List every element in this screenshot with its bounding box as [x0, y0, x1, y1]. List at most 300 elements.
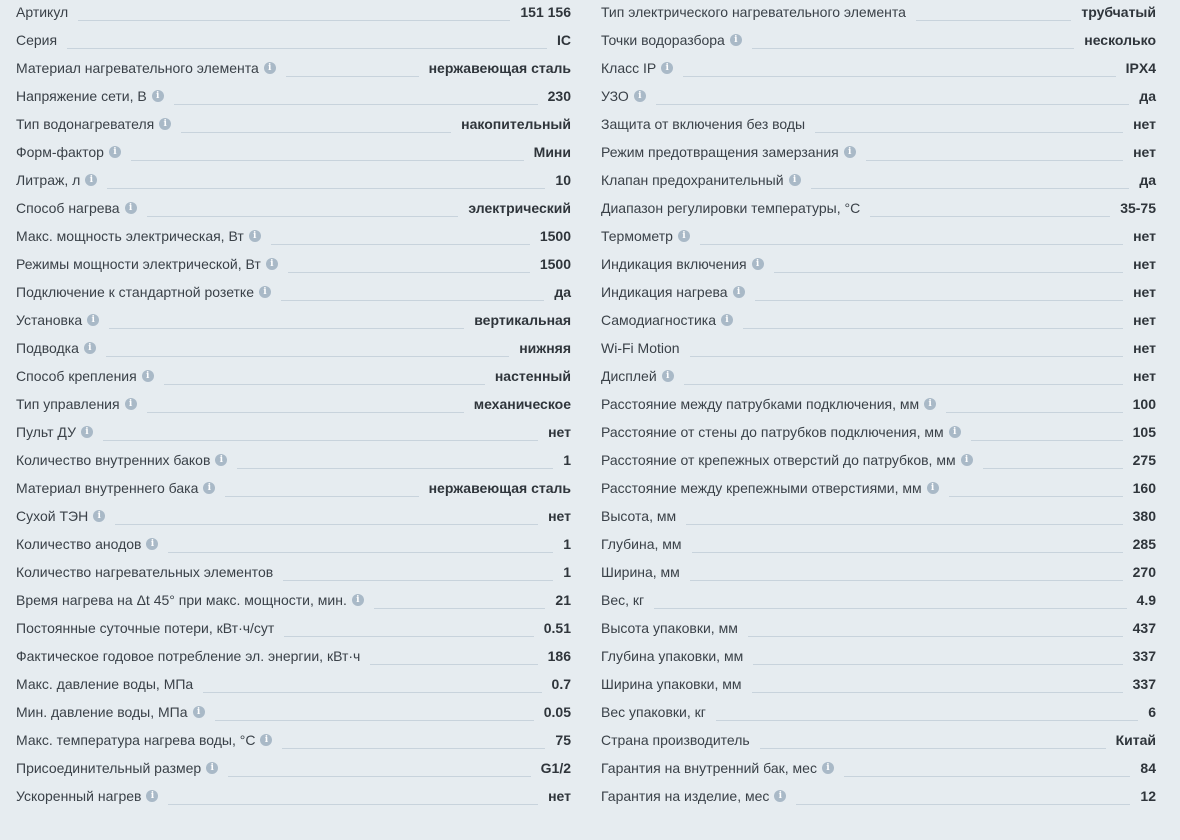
spec-label	[16, 396, 137, 412]
info-icon[interactable]: i	[927, 482, 939, 494]
spec-label	[16, 536, 158, 552]
spec-label	[601, 452, 973, 468]
spec-value: нержавеющая сталь	[428, 480, 571, 496]
spec-value: нет	[1133, 256, 1156, 272]
leader-line	[700, 244, 1123, 245]
spec-row	[16, 614, 571, 642]
info-icon[interactable]: i	[93, 510, 105, 522]
spec-label	[601, 564, 680, 580]
info-icon[interactable]: i	[661, 62, 673, 74]
info-icon[interactable]: i	[774, 790, 786, 802]
info-icon[interactable]: i	[152, 90, 164, 102]
spec-row	[601, 54, 1156, 82]
spec-label-text: Напряжение сети, В	[16, 88, 147, 104]
spec-value: 160	[1132, 480, 1156, 496]
leader-line	[743, 328, 1123, 329]
info-icon[interactable]: i	[721, 314, 733, 326]
spec-value: 337	[1132, 676, 1156, 692]
spec-label-text: Расстояние между патрубками подключения, мм	[601, 396, 920, 412]
spec-value: 0.05	[543, 704, 571, 720]
spec-label-text: Ширина, мм	[601, 564, 680, 580]
leader-line	[271, 244, 530, 245]
leader-line	[690, 356, 1124, 357]
spec-value: 75	[555, 732, 571, 748]
leader-line	[237, 468, 553, 469]
spec-label-text: Расстояние между крепежными отверстиями, мм	[601, 480, 922, 496]
info-icon[interactable]: i	[260, 734, 272, 746]
info-icon[interactable]: i	[215, 454, 227, 466]
spec-value: механическое	[473, 396, 571, 412]
info-icon[interactable]: i	[87, 314, 99, 326]
spec-label	[16, 704, 205, 720]
spec-row	[16, 446, 571, 474]
spec-label	[601, 508, 676, 524]
spec-value: 270	[1132, 564, 1156, 580]
info-icon[interactable]: i	[84, 342, 96, 354]
leader-line	[131, 160, 524, 161]
spec-label-text: Индикация включения	[601, 256, 747, 272]
spec-label	[601, 172, 801, 188]
spec-row	[16, 782, 571, 810]
spec-value: 4.9	[1136, 592, 1156, 608]
leader-line	[168, 552, 553, 553]
spec-row	[601, 642, 1156, 670]
spec-row	[601, 138, 1156, 166]
leader-line	[215, 720, 534, 721]
spec-row	[16, 306, 571, 334]
info-icon[interactable]: i	[125, 398, 137, 410]
spec-label	[601, 676, 742, 692]
info-icon[interactable]: i	[85, 174, 97, 186]
leader-line	[107, 188, 545, 189]
spec-row	[601, 390, 1156, 418]
leader-line	[752, 48, 1074, 49]
spec-label	[16, 172, 97, 188]
spec-label-text: Тип электрического нагревательного элемента	[601, 4, 906, 20]
spec-label	[16, 732, 272, 748]
spec-label	[601, 648, 743, 664]
spec-label-text: Режимы мощности электрической, Вт	[16, 256, 261, 272]
spec-label	[16, 284, 271, 300]
spec-label-text: Способ крепления	[16, 368, 137, 384]
leader-line	[684, 384, 1123, 385]
leader-line	[283, 580, 553, 581]
spec-value: 186	[547, 648, 571, 664]
spec-value: нет	[548, 788, 571, 804]
spec-row	[16, 54, 571, 82]
spec-row	[601, 782, 1156, 810]
spec-label	[16, 788, 158, 804]
spec-value: 1	[563, 452, 571, 468]
info-icon[interactable]: i	[159, 118, 171, 130]
spec-row	[601, 698, 1156, 726]
info-icon[interactable]: i	[266, 258, 278, 270]
leader-line	[374, 608, 546, 609]
spec-label-text: Артикул	[16, 4, 69, 20]
leader-line	[686, 524, 1123, 525]
leader-line	[811, 188, 1130, 189]
leader-line	[281, 300, 544, 301]
spec-label-text: Материал нагревательного элемента	[16, 60, 259, 76]
spec-value: нет	[548, 508, 571, 524]
info-icon[interactable]: i	[206, 762, 218, 774]
spec-label-text: Ускоренный нагрев	[16, 788, 142, 804]
spec-row	[601, 614, 1156, 642]
spec-row	[16, 278, 571, 306]
spec-value: 151 156	[520, 4, 571, 20]
spec-value: 1	[563, 564, 571, 580]
spec-label-text: Способ нагрева	[16, 200, 120, 216]
leader-line	[983, 468, 1123, 469]
spec-label	[601, 284, 745, 300]
spec-row	[16, 138, 571, 166]
spec-label	[601, 116, 805, 132]
spec-label-text: Расстояние от крепежных отверстий до патрубков, мм	[601, 452, 956, 468]
spec-value: нижняя	[519, 340, 571, 356]
leader-line	[109, 328, 464, 329]
spec-row	[601, 754, 1156, 782]
spec-label-text: Режим предотвращения замерзания	[601, 144, 839, 160]
info-icon[interactable]: i	[789, 174, 801, 186]
info-icon[interactable]: i	[109, 146, 121, 158]
spec-value: нет	[1133, 116, 1156, 132]
leader-line	[228, 776, 530, 777]
info-icon[interactable]: i	[730, 34, 742, 46]
info-icon[interactable]: i	[352, 594, 364, 606]
info-icon[interactable]: i	[146, 790, 158, 802]
spec-value: нержавеющая сталь	[428, 60, 571, 76]
spec-label	[601, 144, 856, 160]
spec-value: да	[1139, 172, 1156, 188]
leader-line	[683, 76, 1115, 77]
spec-value: 1	[563, 536, 571, 552]
spec-row	[601, 194, 1156, 222]
spec-value: Китай	[1115, 732, 1156, 748]
spec-value: 230	[547, 88, 571, 104]
spec-label-text: Установка	[16, 312, 83, 328]
spec-label-text: Расстояние от стены до патрубков подключения, мм	[601, 424, 944, 440]
spec-label	[601, 788, 786, 804]
spec-label	[16, 116, 171, 132]
spec-label-text: Подключение к стандартной розетке	[16, 284, 254, 300]
leader-line	[78, 20, 510, 21]
spec-label	[601, 312, 733, 328]
spec-label-text: Дисплей	[601, 368, 657, 384]
leader-line	[181, 132, 451, 133]
spec-label	[601, 760, 834, 776]
spec-label	[601, 480, 939, 496]
info-icon[interactable]: i	[125, 202, 137, 214]
leader-line	[971, 440, 1123, 441]
spec-row	[601, 222, 1156, 250]
spec-value: 437	[1132, 620, 1156, 636]
spec-row	[601, 306, 1156, 334]
leader-line	[870, 216, 1110, 217]
info-icon[interactable]: i	[678, 230, 690, 242]
info-icon[interactable]: i	[264, 62, 276, 74]
leader-line	[692, 552, 1123, 553]
spec-row	[601, 334, 1156, 362]
spec-label	[601, 368, 674, 384]
spec-label	[16, 592, 364, 608]
spec-value: IPX4	[1125, 60, 1156, 76]
leader-line	[755, 300, 1124, 301]
spec-label	[601, 4, 906, 20]
leader-line	[168, 804, 538, 805]
leader-line	[147, 412, 464, 413]
spec-value: да	[554, 284, 571, 300]
spec-value: 6	[1148, 704, 1156, 720]
spec-label	[601, 228, 690, 244]
spec-row	[16, 390, 571, 418]
spec-label	[16, 564, 273, 580]
spec-row	[16, 250, 571, 278]
leader-line	[174, 104, 538, 105]
spec-label	[16, 508, 105, 524]
spec-label	[601, 256, 764, 272]
info-icon[interactable]: i	[822, 762, 834, 774]
spec-label	[601, 340, 680, 356]
spec-label-text: Гарантия на внутренний бак, мес	[601, 760, 817, 776]
spec-label	[16, 648, 360, 664]
spec-label-text: Сухой ТЭН	[16, 508, 89, 524]
spec-label	[601, 32, 742, 48]
spec-label-text: Постоянные суточные потери, кВт·ч/сут	[16, 620, 275, 636]
spec-label	[16, 32, 57, 48]
spec-value: нет	[1133, 284, 1156, 300]
spec-row	[601, 670, 1156, 698]
spec-label	[16, 340, 96, 356]
spec-row	[601, 278, 1156, 306]
spec-row	[16, 418, 571, 446]
spec-label-text: Высота упаковки, мм	[601, 620, 738, 636]
spec-label	[601, 60, 673, 76]
spec-row	[16, 26, 571, 54]
spec-label-text: Диапазон регулировки температуры, °С	[601, 200, 861, 216]
info-icon[interactable]: i	[249, 230, 261, 242]
spec-label	[601, 88, 646, 104]
info-icon[interactable]: i	[844, 146, 856, 158]
spec-value: 1500	[539, 256, 571, 272]
spec-label-text: Материал внутреннего бака	[16, 480, 199, 496]
spec-value: Мини	[533, 144, 571, 160]
info-icon[interactable]: i	[752, 258, 764, 270]
spec-label-text: Высота, мм	[601, 508, 677, 524]
spec-value: да	[1139, 88, 1156, 104]
spec-label	[16, 228, 261, 244]
spec-row	[16, 82, 571, 110]
leader-line	[286, 76, 419, 77]
info-icon[interactable]: i	[924, 398, 936, 410]
spec-row	[601, 362, 1156, 390]
spec-label-text: Количество внутренних баков	[16, 452, 211, 468]
info-icon[interactable]: i	[949, 426, 961, 438]
leader-line	[748, 636, 1123, 637]
spec-value: 105	[1132, 424, 1156, 440]
spec-label-text: Тип водонагревателя	[16, 116, 155, 132]
leader-line	[760, 748, 1106, 749]
spec-row	[601, 110, 1156, 138]
info-icon[interactable]: i	[662, 370, 674, 382]
spec-label-text: Макс. температура нагрева воды, °С	[16, 732, 256, 748]
spec-row	[16, 642, 571, 670]
spec-label-text: Термометр	[601, 228, 673, 244]
leader-line	[147, 216, 459, 217]
spec-value: 12	[1140, 788, 1156, 804]
spec-row	[601, 418, 1156, 446]
spec-label	[16, 620, 274, 636]
info-icon[interactable]: i	[81, 426, 93, 438]
spec-label	[16, 424, 93, 440]
spec-row	[16, 110, 571, 138]
spec-label	[601, 200, 860, 216]
spec-row	[16, 726, 571, 754]
leader-line	[946, 412, 1123, 413]
spec-row	[16, 0, 571, 26]
leader-line	[203, 692, 541, 693]
leader-line	[844, 776, 1130, 777]
spec-label	[16, 144, 121, 160]
spec-row	[601, 446, 1156, 474]
leader-line	[164, 384, 485, 385]
spec-label	[16, 480, 215, 496]
spec-value: нет	[1133, 368, 1156, 384]
spec-value: нет	[1133, 312, 1156, 328]
info-icon[interactable]: i	[634, 90, 646, 102]
spec-label-text: Самодиагностика	[601, 312, 717, 328]
spec-value: IC	[557, 32, 571, 48]
info-icon[interactable]: i	[259, 286, 271, 298]
info-icon[interactable]: i	[961, 454, 973, 466]
spec-label-text: Ширина упаковки, мм	[601, 676, 742, 692]
spec-value: 275	[1132, 452, 1156, 468]
spec-label-text: Гарантия на изделие, мес	[601, 788, 770, 804]
spec-label-text: Подводка	[16, 340, 79, 356]
leader-line	[288, 272, 530, 273]
spec-value: электрический	[468, 200, 571, 216]
spec-label-text: Мин. давление воды, МПа	[16, 704, 188, 720]
spec-label	[601, 704, 706, 720]
spec-row	[601, 530, 1156, 558]
spec-row	[601, 586, 1156, 614]
spec-row	[16, 754, 571, 782]
leader-line	[752, 692, 1123, 693]
spec-row	[601, 250, 1156, 278]
spec-value: настенный	[494, 368, 571, 384]
spec-label	[601, 732, 750, 748]
spec-label-text: УЗО	[601, 88, 629, 104]
spec-value: нет	[1133, 144, 1156, 160]
leader-line	[67, 48, 547, 49]
spec-value: нет	[1133, 340, 1156, 356]
spec-label	[601, 424, 961, 440]
spec-label-text: Форм-фактор	[16, 144, 104, 160]
spec-label	[16, 256, 278, 272]
spec-value: 100	[1132, 396, 1156, 412]
spec-label-text: Время нагрева на Δt 45° при макс. мощности, мин.	[16, 592, 347, 608]
spec-row	[16, 586, 571, 614]
spec-row	[16, 670, 571, 698]
spec-label	[16, 368, 154, 384]
spec-label-text: Фактическое годовое потребление эл. энергии, кВт·ч	[16, 648, 361, 664]
leader-line	[916, 20, 1071, 21]
leader-line	[656, 104, 1130, 105]
spec-row	[601, 726, 1156, 754]
spec-value: 285	[1132, 536, 1156, 552]
spec-label-text: Вес упаковки, кг	[601, 704, 706, 720]
spec-label	[16, 200, 137, 216]
leader-line	[753, 664, 1122, 665]
spec-label	[601, 620, 738, 636]
spec-label	[16, 452, 227, 468]
info-icon[interactable]: i	[203, 482, 215, 494]
spec-label	[16, 312, 99, 328]
leader-line	[284, 636, 533, 637]
spec-label-text: Страна производитель	[601, 732, 750, 748]
spec-label-text: Клапан предохранительный	[601, 172, 784, 188]
spec-label-text: Глубина упаковки, мм	[601, 648, 744, 664]
spec-label	[601, 592, 644, 608]
spec-row	[601, 166, 1156, 194]
spec-label-text: Количество анодов	[16, 536, 142, 552]
spec-value: 21	[555, 592, 571, 608]
spec-row	[601, 82, 1156, 110]
spec-row	[601, 0, 1156, 26]
leader-line	[654, 608, 1126, 609]
spec-row	[16, 502, 571, 530]
spec-value: несколько	[1084, 32, 1156, 48]
spec-label-text: Макс. мощность электрическая, Вт	[16, 228, 244, 244]
spec-value: 10	[555, 172, 571, 188]
spec-label-text: Класс IP	[601, 60, 657, 76]
spec-label	[16, 676, 193, 692]
spec-label	[16, 88, 164, 104]
spec-label-text: Серия	[16, 32, 58, 48]
spec-label	[601, 536, 682, 552]
info-icon[interactable]: i	[733, 286, 745, 298]
spec-label-text: Точки водоразбора	[601, 32, 725, 48]
leader-line	[866, 160, 1123, 161]
spec-value: 1500	[539, 228, 571, 244]
spec-value: трубчатый	[1081, 4, 1156, 20]
spec-value: 35-75	[1120, 200, 1156, 216]
leader-line	[282, 748, 545, 749]
info-icon[interactable]: i	[146, 538, 158, 550]
leader-line	[774, 272, 1123, 273]
spec-label	[16, 60, 276, 76]
spec-row	[16, 698, 571, 726]
spec-label-text: Глубина, мм	[601, 536, 682, 552]
spec-row	[16, 474, 571, 502]
leader-line	[796, 804, 1130, 805]
spec-label-text: Защита от включения без воды	[601, 116, 806, 132]
spec-label-text: Тип управления	[16, 396, 120, 412]
info-icon[interactable]: i	[142, 370, 154, 382]
spec-value: накопительный	[461, 116, 571, 132]
leader-line	[949, 496, 1123, 497]
spec-row	[16, 334, 571, 362]
spec-label-text: Количество нагревательных элементов	[16, 564, 274, 580]
spec-label-text: Литраж, л	[16, 172, 81, 188]
spec-label	[16, 760, 218, 776]
spec-label	[601, 396, 936, 412]
spec-label-text: Индикация нагрева	[601, 284, 728, 300]
spec-label-text: Пульт ДУ	[16, 424, 76, 440]
info-icon[interactable]: i	[193, 706, 205, 718]
spec-label	[16, 4, 68, 20]
spec-value: 84	[1140, 760, 1156, 776]
spec-value: 0.51	[543, 620, 571, 636]
